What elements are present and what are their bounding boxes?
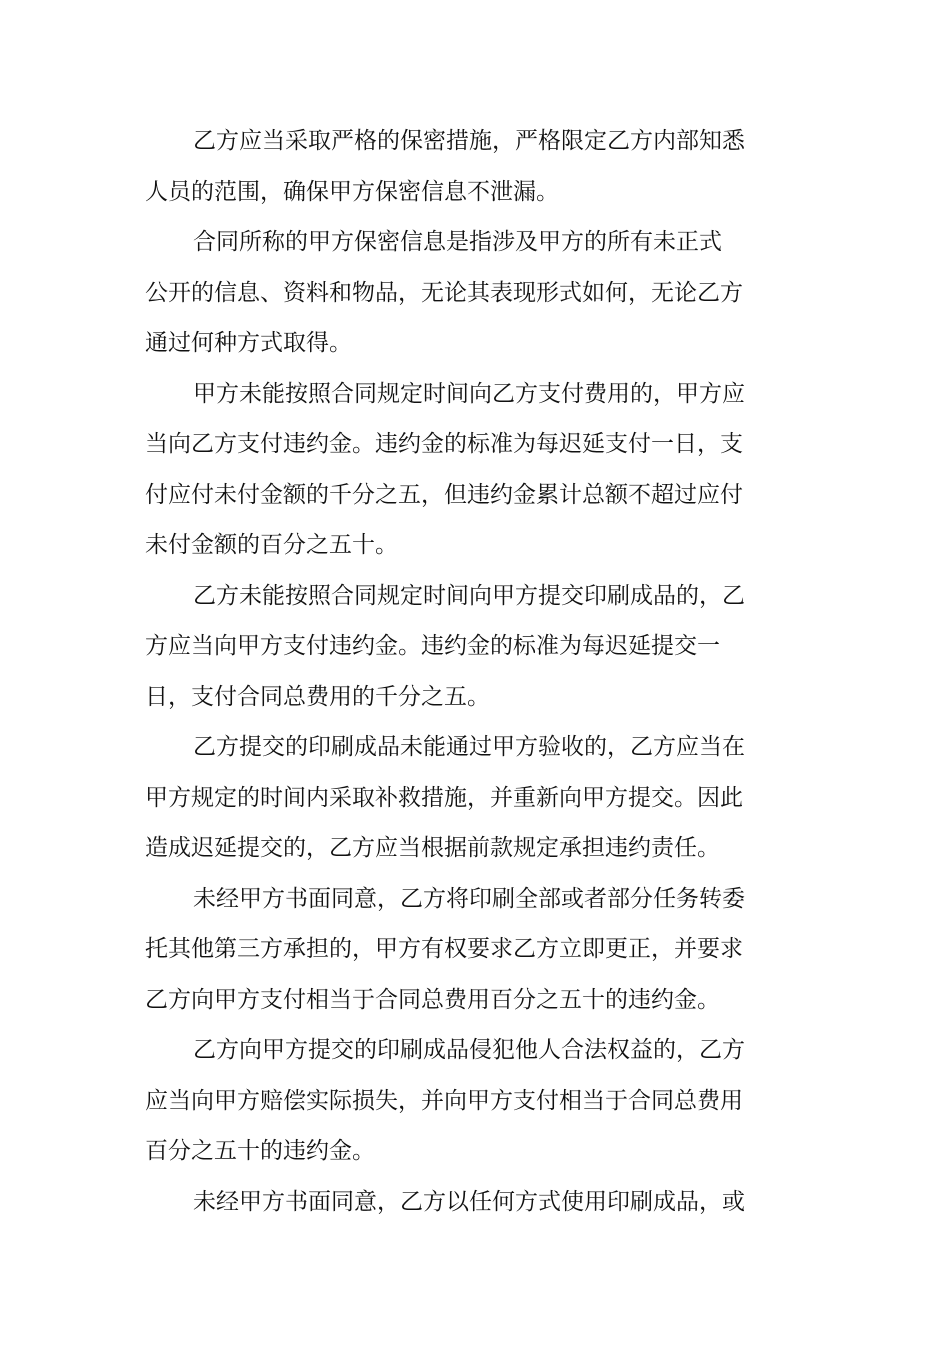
text-line: 乙方应当采取严格的保密措施，严格限定乙方内部知悉 [193, 128, 745, 154]
text-line: 甲方未能按照合同规定时间向乙方支付费用的，甲方应 [193, 380, 745, 407]
paragraph-party-b-late-delivery [145, 571, 755, 723]
paragraph-unauthorized-use [145, 1177, 755, 1228]
text-line: 公开的信息、资料和物品，无论其表现形式如何，无论乙方 [145, 279, 743, 306]
text-line: 甲方规定的时间内采取补救措施，并重新向甲方提交。因此 [145, 784, 743, 811]
paragraph-infringement [145, 1025, 755, 1177]
text-line: 日，支付合同总费用的千分之五。 [145, 683, 490, 710]
text-line: 当向乙方支付违约金。违约金的标准为每迟延支付一日，支 [145, 431, 743, 457]
text-line: 未付金额的百分之五十。 [145, 532, 398, 558]
paragraph-failed-acceptance [145, 722, 755, 874]
text-line: 未经甲方书面同意，乙方将印刷全部或者部分任务转委 [193, 885, 745, 912]
document-body [145, 116, 755, 1227]
paragraph-party-a-late-payment [145, 369, 755, 571]
paragraph-confidentiality-measures [145, 116, 755, 217]
text-line: 通过何种方式取得。 [145, 330, 352, 356]
text-line: 应当向甲方赔偿实际损失，并向甲方支付相当于合同总费用 [145, 1087, 743, 1114]
paragraph-subcontracting [145, 874, 755, 1026]
text-line: 乙方未能按照合同规定时间向甲方提交印刷成品的，乙 [193, 582, 745, 609]
text-line: 造成迟延提交的，乙方应当根据前款规定承担违约责任。 [145, 835, 720, 861]
text-line: 人员的范围，确保甲方保密信息不泄漏。 [145, 178, 559, 205]
text-line: 托其他第三方承担的，甲方有权要求乙方立即更正，并要求 [145, 936, 743, 962]
text-line: 乙方向甲方支付相当于合同总费用百分之五十的违约金。 [145, 986, 720, 1013]
text-line: 乙方提交的印刷成品未能通过甲方验收的，乙方应当在 [193, 734, 745, 760]
text-line: 百分之五十的违约金。 [145, 1138, 375, 1164]
paragraph-confidential-info-definition [145, 217, 755, 369]
text-line: 方应当向甲方支付违约金。违约金的标准为每迟延提交一 [145, 633, 720, 659]
text-line: 付应付未付金额的千分之五，但违约金累计总额不超过应付 [145, 481, 743, 508]
text-line: 未经甲方书面同意，乙方以任何方式使用印刷成品，或 [193, 1188, 745, 1215]
text-line: 合同所称的甲方保密信息是指涉及甲方的所有未正式 [193, 229, 722, 255]
text-line: 乙方向甲方提交的印刷成品侵犯他人合法权益的，乙方 [193, 1037, 745, 1063]
